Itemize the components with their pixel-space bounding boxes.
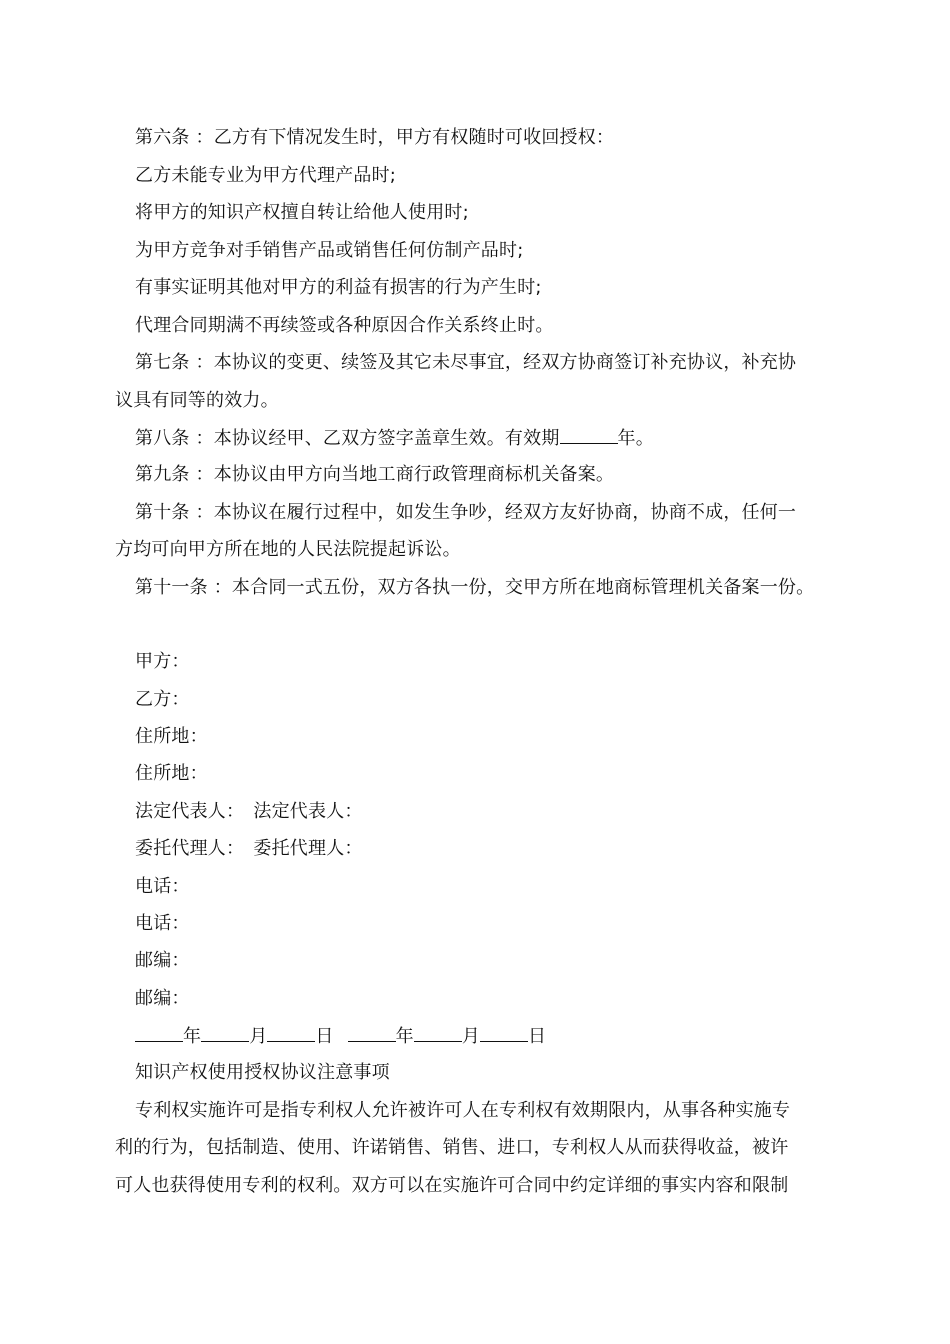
article-6-item-5: 代理合同期满不再续签或各种原因合作关系终止时。 <box>135 315 554 336</box>
notes-paragraph-line-1: 专利权实施许可是指专利权人允许被许可人在专利权有效期限内，从事各种实施专 <box>135 1100 791 1121</box>
party-b-label: 乙方： <box>135 689 190 710</box>
agent-labels: 委托代理人： 委托代理人： <box>135 838 363 859</box>
month-blank-a <box>201 1025 249 1042</box>
month-blank-b <box>414 1025 462 1042</box>
article-6-item-2: 将甲方的知识产权擅自转让给他人使用时; <box>135 202 469 223</box>
article-7-line-2: 议具有同等的效力。 <box>115 390 279 411</box>
year-label-a: 年 <box>183 1026 202 1047</box>
phone-label-a: 电话： <box>135 876 190 897</box>
month-label-a: 月 <box>249 1026 268 1047</box>
day-blank-b <box>480 1025 528 1042</box>
phone-label-b: 电话： <box>135 913 190 934</box>
day-label-b: 日 <box>528 1026 547 1047</box>
article-8-text: 第八条 ：本协议经甲、乙双方签字盖章生效。有效期 <box>135 428 560 449</box>
postcode-label-b: 邮编： <box>135 988 190 1009</box>
day-label-a: 日 <box>315 1026 334 1047</box>
article-10-line-1: 第十条 ：本协议在履行过程中，如发生争吵，经双方友好协商，协商不成，任何一 <box>135 502 797 523</box>
article-7-line-1: 第七条 ：本协议的变更、续签及其它未尽事宜，经双方协商签订补充协议，补充协 <box>135 352 797 373</box>
article-6-item-4: 有事实证明其他对甲方的利益有损害的行为产生时; <box>135 277 542 298</box>
notes-paragraph-line-2: 利的行为，包括制造、使用、许诺销售、销售、进口，专利权人从而获得收益，被许 <box>115 1137 789 1158</box>
notes-paragraph-line-3: 可人也获得使用专利的权利。双方可以在实施许可合同中约定详细的事实内容和限制 <box>115 1175 789 1196</box>
year-blank-b <box>348 1025 396 1042</box>
year-label-b: 年 <box>395 1026 414 1047</box>
article-10-line-2: 方均可向甲方所在地的人民法院提起诉讼。 <box>115 539 461 560</box>
article-9: 第九条 ：本协议由甲方向当地工商行政管理商标机关备案。 <box>135 464 615 485</box>
postcode-label-a: 邮编： <box>135 950 190 971</box>
legal-representative-labels: 法定代表人： 法定代表人： <box>135 801 363 822</box>
notes-title: 知识产权使用授权协议注意事项 <box>135 1062 390 1083</box>
month-label-b: 月 <box>461 1026 481 1047</box>
article-6-item-3: 为甲方竞争对手销售产品或销售任何仿制产品时; <box>135 240 524 261</box>
party-a-label: 甲方： <box>135 651 190 672</box>
signing-date-row <box>135 1025 546 1048</box>
article-6-heading: 第六条 ：乙方有下情况发生时，甲方有权随时可收回授权： <box>135 127 615 148</box>
article-8 <box>135 427 654 450</box>
term-blank <box>560 427 618 444</box>
article-8-suffix: 年。 <box>617 428 654 449</box>
year-blank-a <box>135 1025 183 1042</box>
address-label-b: 住所地： <box>135 763 208 784</box>
article-6-item-1: 乙方未能专业为甲方代理产品时; <box>135 165 397 186</box>
article-11: 第十一条 ：本合同一式五份，双方各执一份，交甲方所在地商标管理机关备案一份。 <box>135 577 815 598</box>
address-label-a: 住所地： <box>135 726 208 747</box>
day-blank-a <box>267 1025 315 1042</box>
